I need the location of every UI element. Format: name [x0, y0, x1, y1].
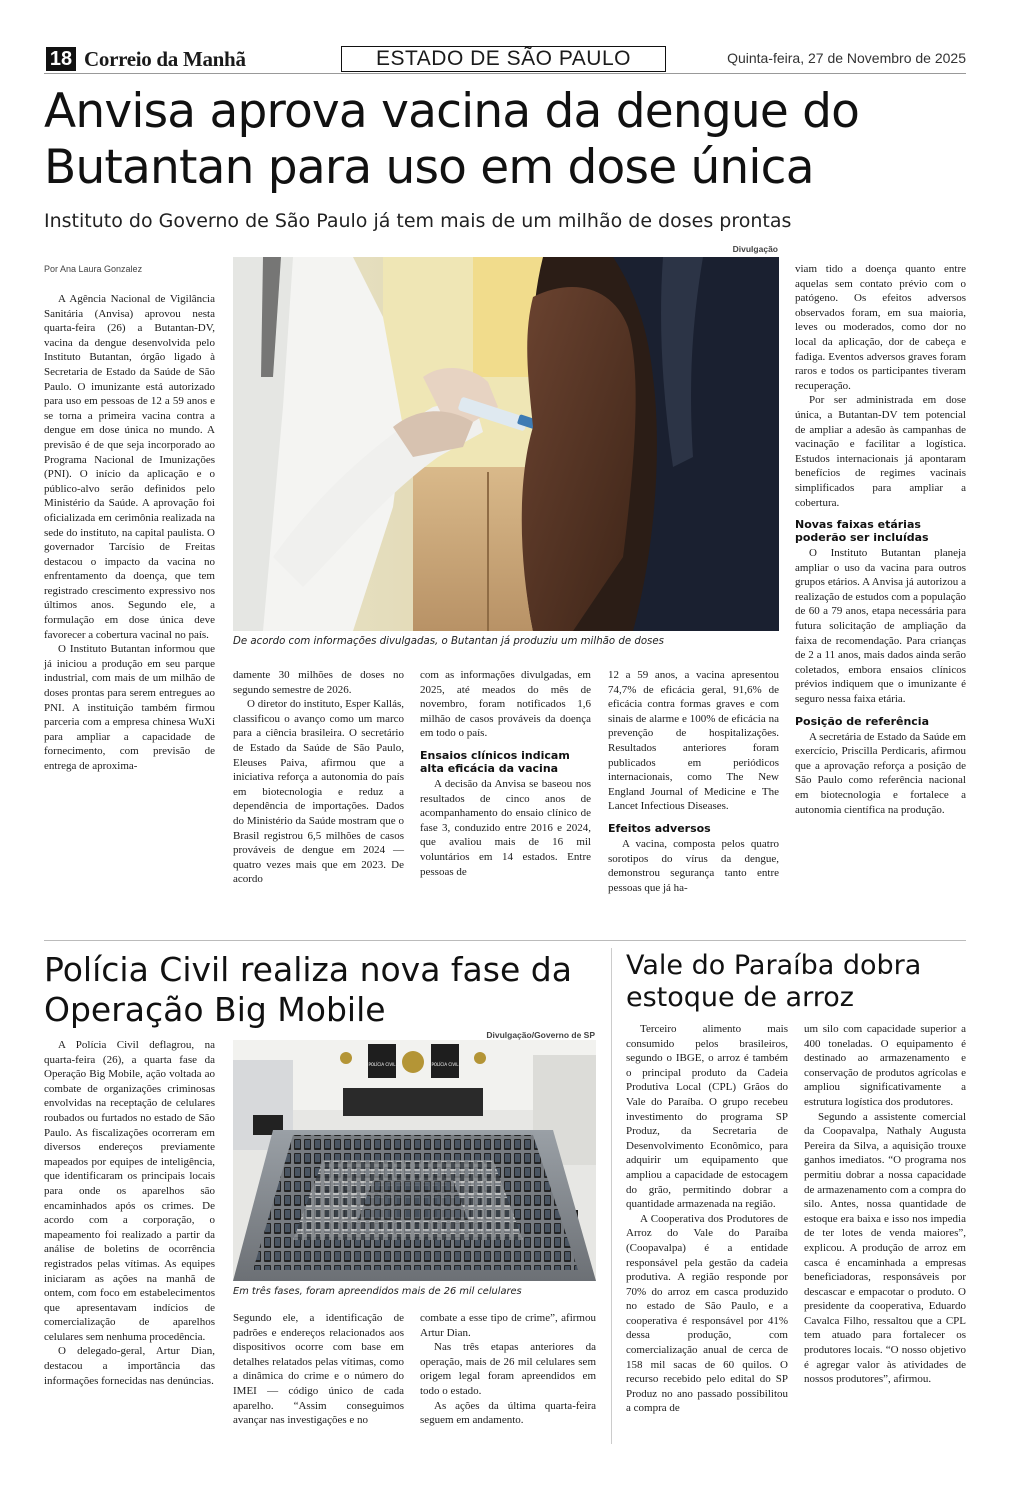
paragraph: um silo com capacidade superior a 400 toneladas. O equipamento é destinado ao armazenamento e conservação de produtos agrícolas e ampliou significativamente a estrutura logística dos produtores.: [804, 1023, 966, 1108]
vaccination-illustration: [233, 257, 779, 631]
paragraph: Terceiro alimento mais consumido pelos brasileiros, segundo o IBGE, o arroz é também o principal produto da Cadeia Produtiva Local (CPL) Grãos do Vale do Paraíba. O grupo recebeu investimento do programa SP Produz, da Secretaria de Desenvolvimento Econômico, para adquirir um equipamento que ampliou a capacidade de estocagem do grão, permitindo dobrar a quantidade armazenada na região.: [626, 1023, 788, 1211]
paragraph: damente 30 milhões de doses no segundo semestre de 2026.: [233, 669, 404, 696]
paragraph: Segundo a assistente comercial da Coopavalpa, Nathaly Augusta Pereira da Silva, a aquisição trouxe ganhos imediatos. “O programa nos permitiu dobrar a nossa capacidade de armazenamento com a compra do silo. Antes, nossa quantidade de estoque era baixa e isso nos impedia de ter lotes de venda maiores”, explicou. A produção de arroz em casca é encaminhada a empresas beneficiadoras, responsáveis por descascar e empacotar o produto. O presidente da cooperativa, Eduardo Cavalca Filho, ressaltou que a CPL tem atuado para fortalecer os produtores locais. “O nosso objetivo é agregar valor às atividades de nossos produtores”, afirmou.: [804, 1110, 966, 1386]
lead-column-4: [608, 668, 779, 895]
lead-column-5: [795, 262, 966, 817]
paragraph: O diretor do instituto, Esper Kallás, classificou o avanço como um marco para a ciência brasileira. O secretário de Estado da Saúde de São Paulo, Eleuses Paiva, afirmou que a iniciativa reforça a autonomia do país em biotecnologia e reduz a dependência de importações. Dados do Ministério da Saúde mostram que o Brasil registrou 6,5 milhões de casos prováveis de dengue em 2024 — quatro vezes mais que em 2023. De acordo: [233, 698, 404, 886]
paragraph: A decisão da Anvisa se baseou nos resultados de cinco anos de acompanhamento do ensaio clínico de fase 3, conduzido entre 2016 e 2024, que avaliou mais de 16 mil voluntários em 14 estados. Entre pessoas de: [420, 777, 591, 878]
paragraph: A secretária de Estado da Saúde em exercício, Priscilla Perdicaris, afirmou que a aprovação reforça a posição de São Paulo como referência nacional em biotecnologia e fortalece a autonomia científica na produção.: [795, 730, 966, 816]
paragraph: Nas três etapas anteriores da operação, mais de 26 mil celulares sem origem legal foram apreendidos em todo o estado.: [420, 1341, 596, 1397]
paragraph: A Agência Nacional de Vigilância Sanitária (Anvisa) aprovou nesta quarta-feira (26) a Butantan-DV, vacina da dengue desenvolvida pelo Instituto Butantan, órgão ligado à Secretaria de Estado da Saúde de São Paulo. O imunizante está autorizado para uso em pessoas de 12 a 59 anos e se torna a primeira vacina contra a dengue em dose única no mundo. A previsão é de que seja incorporado ao Programa Nacional de Imunizações (PNI). O início da aplicação e o público-alvo serão definidos pelo Ministério da Saúde. A aprovação foi oficializada em cerimônia realizada na sede do instituto, na capital paulista. O governador Tarcísio de Freitas destacou o impacto da vacina no enfrentamento da doença, que tem registrado crescimento expressivo nos últimos anos. Segundo ele, a formulação em dose única deve favorecer a cobertura vacinal no país.: [44, 293, 215, 641]
paragraph: O Instituto Butantan informou que já iniciou a produção em seu parque industrial, com mais de um milhão de doses prontas para serem entregues ao PNI. A instituição também firmou parceria com a empresa chinesa WuXi para ampliar a capacidade de fornecimento, com previsão de entrega de aproxima-: [44, 643, 215, 772]
subheading-posicao: Posição de referência: [795, 714, 929, 728]
lead-headline: Anvisa aprova vacina da dengue do Butantan para uso em dose única: [44, 84, 860, 195]
police-sign-left: POLÍCIA CIVIL: [368, 1062, 396, 1067]
story2-headline: Polícia Civil realiza nova fase da Operação Big Mobile: [44, 950, 572, 1029]
paragraph: viam tido a doença quanto entre aquelas sem contato prévio com o patógeno. Os efeitos adversos observados foram, em sua maioria, leves ou moderados, como dor no local da aplicação, dor de cabeça e fadiga. Eventos adversos graves foram raros e todos os participantes tiveram recuperação.: [795, 263, 966, 392]
paragraph: Por ser administrada em dose única, a Butantan-DV tem potencial de ampliar a adesão às campanhas de vacinação e facilitar a logística. Estudos internacionais já apontaram benefícios de regimes vacinais simplificados para ampliar a cobertura.: [795, 394, 966, 509]
paragraph: A vacina, composta pelos quatro sorotipos do vírus da dengue, demonstrou segurança tanto entre pessoas que já ha-: [608, 837, 779, 894]
lead-photo-caption: De acordo com informações divulgadas, o Butantan já produziu um milhão de doses: [233, 636, 664, 647]
page-number: 18: [46, 47, 76, 71]
story2-photo-credit: Divulgação/Governo de SP: [486, 1030, 595, 1040]
paragraph: combate a esse tipo de crime”, afirmou Artur Dian.: [420, 1312, 596, 1339]
paragraph: com as informações divulgadas, em 2025, até meados do mês de novembro, foram notificados 1,6 milhão de casos prováveis da doença em todo o país.: [420, 669, 591, 740]
story3-headline: Vale do Paraíba dobra estoque de arroz: [626, 950, 922, 1013]
lead-column-1: [44, 292, 215, 774]
section-title: ESTADO DE SÃO PAULO: [341, 46, 666, 72]
lead-byline: Por Ana Laura Gonzalez: [44, 264, 143, 274]
story2-column-1: [44, 1038, 215, 1388]
lead-subhead: Instituto do Governo de São Paulo já tem mais de um milhão de doses prontas: [44, 210, 792, 232]
police-sign-right: POLÍCIA CIVIL: [431, 1062, 459, 1067]
lead-photo: [233, 257, 779, 631]
paragraph: O Instituto Butantan planeja ampliar o uso da vacina para outros grupos etários. A Anvisa já autorizou a realização de estudos com a população de 60 a 79 anos, etapa necessária para futura solicitação de ampliação da faixa de recomendação. Para crianças de 2 a 11 anos, mais dados ainda serão coletados, embora ensaios clínicos prévios indiquem que o imunizante é seguro nessa faixa etária.: [795, 547, 966, 706]
paragraph: As ações da última quarta-feira seguem em andamento.: [420, 1399, 596, 1427]
paragraph: O delegado-geral, Artur Dian, destacou a importância das informações fornecidas nas denúncias.: [44, 1345, 215, 1387]
story3-column-2: [804, 1022, 966, 1387]
paragraph: 12 a 59 anos, a vacina apresentou 74,7% de eficácia geral, 91,6% de eficácia contra formas graves e com sinais de alarme e 100% de eficácia na prevenção de hospitalizações. Resultados anteriores foram publicados em periódicos internacionais, como The New England Journal of Medicine e The Lancet Infectious Diseases.: [608, 669, 779, 813]
issue-date: Quinta-feira, 27 de Novembro de 2025: [727, 50, 966, 66]
lead-column-2: [233, 668, 404, 887]
section-divider: [44, 940, 966, 941]
story2-column-2: [233, 1311, 404, 1428]
paragraph: A Cooperativa dos Produtores de Arroz do Vale do Paraíba (Coopavalpa) é a entidade responsável pela gestão da cadeia produtiva. A região responde por 70% do arroz em casca produzido no estado de São Paulo, e a cooperativa é responsável por 41% dessa produção, com comercialização anual de cerca de 158 mil sacas de 60 quilos. O recurso recebido pelo edital do SP Produz no ano passado possibilitou a compra de: [626, 1212, 788, 1415]
story2-photo: [233, 1040, 596, 1281]
story3-column-1: [626, 1022, 788, 1416]
seized-phones-illustration: [233, 1040, 596, 1281]
story2-column-3: [420, 1311, 596, 1428]
paragraph: Segundo ele, a identificação de padrões e endereços relacionados aos dispositivos ocorre com base em detalhes relatados pelas vítimas, como a dinâmica do crime e o número do IMEI — código único de cada aparelho. “Assim conseguimos avançar nas investigações e no: [233, 1312, 404, 1427]
header-rule: [44, 73, 966, 74]
lead-photo-credit: Divulgação: [732, 244, 778, 254]
masthead-logo: Correio da Manhã: [84, 47, 246, 71]
column-divider: [611, 948, 612, 1444]
subheading-efeitos: Efeitos adversos: [608, 821, 711, 835]
subheading-faixas: Novas faixas etárias poderão ser incluídas: [795, 518, 929, 545]
lead-column-3: [420, 668, 591, 879]
story2-photo-caption: Em três fases, foram apreendidos mais de 26 mil celulares: [233, 1286, 522, 1297]
paragraph: A Polícia Civil deflagrou, na quarta-feira (26), a quarta fase da Operação Big Mobile, ação voltada ao combate de organizações criminosas envolvidas na receptação de celulares roubados ou furtados no estado de São Paulo. As fiscalizações ocorreram em diversos endereços previamente mapeados por equipes de inteligência, que identificaram os principais locais para onde os aparelhos são encaminhados após os crimes. De acordo com a corporação, o mapeamento foi realizado a partir da análise de boletins de ocorrência registrados pelas vítimas. As equipes iniciaram as ações na manhã de ontem, com foco em estabelecimentos que apresentavam indícios de comercialização de aparelhos celulares sem nenhuma procedência.: [44, 1039, 215, 1343]
subheading-ensaios: Ensaios clínicos indicam alta eficácia da vacina: [420, 748, 570, 775]
